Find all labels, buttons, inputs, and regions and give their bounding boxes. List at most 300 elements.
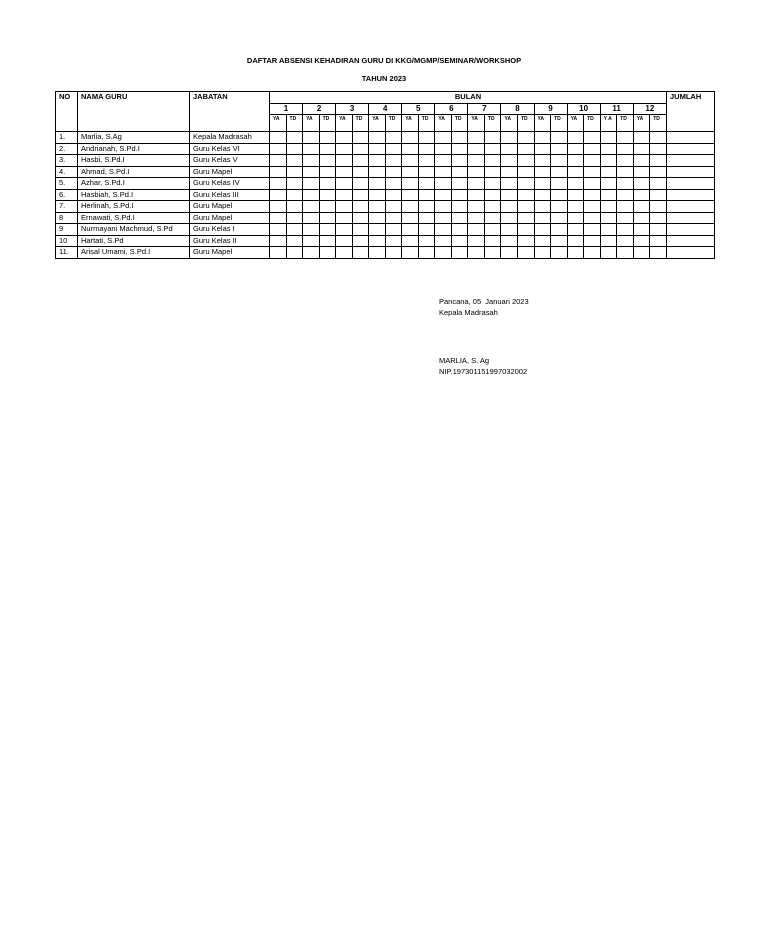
attendance-cell (534, 247, 551, 259)
attendance-cell (468, 132, 485, 144)
attendance-cell (369, 132, 386, 144)
attendance-cell (369, 212, 386, 224)
attendance-cell (352, 155, 369, 167)
attendance-cell (435, 247, 452, 259)
attendance-cell (336, 212, 353, 224)
attendance-cell (468, 224, 485, 236)
attendance-cell (484, 132, 501, 144)
cell-no: 11. (56, 247, 78, 259)
attendance-cell (286, 155, 303, 167)
cell-position: Guru Kelas II (190, 235, 270, 247)
attendance-cell (369, 178, 386, 190)
attendance-cell (286, 201, 303, 213)
attendance-cell (633, 155, 650, 167)
cell-no: 6. (56, 189, 78, 201)
cell-name: Azhar, S.Pd.I (78, 178, 190, 190)
cell-total (667, 143, 715, 155)
attendance-cell (451, 224, 468, 236)
cell-position: Guru Mapel (190, 166, 270, 178)
attendance-cell (468, 212, 485, 224)
attendance-cell (567, 201, 584, 213)
attendance-cell (435, 235, 452, 247)
table-row (56, 166, 715, 178)
subheader-ya: YA (402, 115, 419, 132)
attendance-cell (551, 224, 568, 236)
attendance-cell (270, 224, 287, 236)
cell-position: Guru Kelas VI (190, 143, 270, 155)
attendance-cell (551, 143, 568, 155)
attendance-cell (567, 247, 584, 259)
attendance-cell (551, 166, 568, 178)
month-header: 11 (600, 103, 633, 115)
attendance-cell (617, 132, 634, 144)
attendance-cell (319, 247, 336, 259)
attendance-cell (336, 166, 353, 178)
header-no: NO (56, 92, 78, 132)
attendance-cell (303, 132, 320, 144)
attendance-cell (286, 247, 303, 259)
subheader-ya: YA (633, 115, 650, 132)
attendance-cell (567, 178, 584, 190)
cell-total (667, 212, 715, 224)
attendance-cell (517, 155, 534, 167)
cell-name: Ahmad, S.Pd.I (78, 166, 190, 178)
attendance-cell (385, 178, 402, 190)
subheader-td: TD (319, 115, 336, 132)
cell-total (667, 224, 715, 236)
attendance-cell (451, 212, 468, 224)
attendance-cell (418, 235, 435, 247)
attendance-cell (600, 201, 617, 213)
attendance-cell (468, 201, 485, 213)
attendance-cell (319, 235, 336, 247)
attendance-cell (650, 247, 667, 259)
attendance-cell (617, 247, 634, 259)
header-position: JABATAN (190, 92, 270, 132)
cell-total (667, 201, 715, 213)
attendance-cell (385, 247, 402, 259)
attendance-cell (484, 155, 501, 167)
attendance-cell (484, 247, 501, 259)
cell-no: 7. (56, 201, 78, 213)
attendance-cell (584, 201, 601, 213)
attendance-cell (336, 189, 353, 201)
attendance-cell (418, 143, 435, 155)
table-row (56, 201, 715, 213)
attendance-cell (435, 166, 452, 178)
attendance-cell (385, 235, 402, 247)
cell-position: Guru Kelas V (190, 155, 270, 167)
attendance-cell (517, 166, 534, 178)
attendance-cell (617, 143, 634, 155)
attendance-cell (435, 212, 452, 224)
attendance-cell (617, 166, 634, 178)
attendance-cell (352, 189, 369, 201)
attendance-cell (319, 132, 336, 144)
attendance-cell (468, 235, 485, 247)
attendance-cell (484, 224, 501, 236)
attendance-cell (534, 178, 551, 190)
attendance-cell (319, 224, 336, 236)
attendance-cell (484, 189, 501, 201)
attendance-cell (270, 201, 287, 213)
attendance-cell (517, 247, 534, 259)
attendance-cell (617, 224, 634, 236)
attendance-cell (385, 201, 402, 213)
attendance-cell (418, 189, 435, 201)
attendance-cell (402, 201, 419, 213)
attendance-cell (534, 189, 551, 201)
attendance-cell (435, 143, 452, 155)
subheader-ya: YA (468, 115, 485, 132)
attendance-cell (352, 132, 369, 144)
attendance-cell (633, 235, 650, 247)
attendance-cell (584, 247, 601, 259)
attendance-cell (336, 155, 353, 167)
attendance-cell (567, 189, 584, 201)
cell-name: Ernawati, S.Pd.I (78, 212, 190, 224)
attendance-cell (451, 189, 468, 201)
attendance-cell (468, 143, 485, 155)
document-title: DAFTAR ABSENSI KEHADIRAN GURU DI KKG/MGMP/SEMINAR/WORKSHOP (246, 56, 522, 65)
attendance-cell (303, 189, 320, 201)
cell-position: Guru Kelas I (190, 224, 270, 236)
cell-total (667, 189, 715, 201)
subheader-td: TD (385, 115, 402, 132)
table-row (56, 247, 715, 259)
attendance-cell (517, 143, 534, 155)
attendance-cell (303, 212, 320, 224)
attendance-cell (319, 178, 336, 190)
attendance-cell (303, 155, 320, 167)
attendance-cell (385, 224, 402, 236)
subheader-ya: YA (369, 115, 386, 132)
attendance-cell (567, 212, 584, 224)
attendance-cell (501, 212, 518, 224)
header-row-1 (56, 92, 715, 104)
cell-name: Arisal Umami, S.Pd.I (78, 247, 190, 259)
cell-total (667, 166, 715, 178)
cell-position: Guru Mapel (190, 201, 270, 213)
attendance-cell (270, 189, 287, 201)
attendance-cell (451, 178, 468, 190)
attendance-cell (270, 178, 287, 190)
attendance-cell (270, 143, 287, 155)
attendance-cell (534, 132, 551, 144)
subheader-ya: YA (336, 115, 353, 132)
attendance-cell (303, 224, 320, 236)
attendance-cell (319, 143, 336, 155)
attendance-cell (551, 212, 568, 224)
attendance-cell (303, 143, 320, 155)
attendance-cell (286, 212, 303, 224)
attendance-cell (451, 143, 468, 155)
table-row (56, 189, 715, 201)
cell-no: 1. (56, 132, 78, 144)
attendance-cell (617, 212, 634, 224)
attendance-cell (303, 201, 320, 213)
attendance-cell (286, 166, 303, 178)
attendance-cell (551, 178, 568, 190)
attendance-cell (270, 166, 287, 178)
attendance-cell (517, 178, 534, 190)
attendance-cell (584, 132, 601, 144)
cell-total (667, 247, 715, 259)
attendance-cell (336, 235, 353, 247)
attendance-cell (567, 224, 584, 236)
cell-no: 2. (56, 143, 78, 155)
subheader-ya: YA (270, 115, 287, 132)
attendance-cell (369, 224, 386, 236)
attendance-cell (435, 201, 452, 213)
cell-total (667, 178, 715, 190)
attendance-cell (418, 132, 435, 144)
attendance-cell (501, 178, 518, 190)
attendance-cell (451, 247, 468, 259)
cell-total (667, 155, 715, 167)
attendance-cell (451, 166, 468, 178)
attendance-cell (336, 132, 353, 144)
subheader-ya: YA (435, 115, 452, 132)
attendance-cell (319, 166, 336, 178)
attendance-cell (319, 212, 336, 224)
attendance-cell (617, 178, 634, 190)
attendance-cell (402, 155, 419, 167)
attendance-cell (551, 155, 568, 167)
attendance-cell (369, 235, 386, 247)
attendance-cell (600, 143, 617, 155)
attendance-cell (484, 201, 501, 213)
attendance-cell (633, 189, 650, 201)
attendance-cell (633, 201, 650, 213)
month-header: 4 (369, 103, 402, 115)
attendance-cell (600, 224, 617, 236)
attendance-cell (633, 166, 650, 178)
attendance-cell (286, 189, 303, 201)
cell-name: Hasbi, S.Pd.I (78, 155, 190, 167)
month-header: 2 (303, 103, 336, 115)
attendance-cell (418, 166, 435, 178)
cell-position: Guru Kelas IV (190, 178, 270, 190)
attendance-cell (501, 166, 518, 178)
attendance-cell (369, 166, 386, 178)
attendance-cell (633, 224, 650, 236)
attendance-cell (501, 235, 518, 247)
subheader-td: TD (484, 115, 501, 132)
attendance-cell (319, 189, 336, 201)
subheader-td: TD (650, 115, 667, 132)
attendance-cell (402, 212, 419, 224)
attendance-cell (600, 178, 617, 190)
attendance-cell (650, 178, 667, 190)
attendance-cell (385, 155, 402, 167)
month-header: 8 (501, 103, 534, 115)
attendance-cell (617, 235, 634, 247)
attendance-cell (336, 224, 353, 236)
attendance-cell (551, 235, 568, 247)
attendance-cell (600, 155, 617, 167)
attendance-cell (352, 224, 369, 236)
month-header: 9 (534, 103, 567, 115)
attendance-cell (650, 235, 667, 247)
attendance-cell (336, 143, 353, 155)
attendance-cell (303, 235, 320, 247)
attendance-cell (484, 143, 501, 155)
attendance-cell (534, 212, 551, 224)
attendance-cell (468, 247, 485, 259)
attendance-cell (352, 212, 369, 224)
attendance-cell (617, 189, 634, 201)
signature-name: MARLIA, S. Ag (439, 356, 490, 365)
attendance-cell (286, 235, 303, 247)
attendance-cell (402, 224, 419, 236)
subheader-td: TD (286, 115, 303, 132)
table-row (56, 132, 715, 144)
subheader-ya: YA (303, 115, 320, 132)
attendance-cell (633, 132, 650, 144)
signature-role: Kepala Madrasah (439, 308, 498, 317)
attendance-cell (517, 212, 534, 224)
attendance-cell (352, 235, 369, 247)
attendance-cell (435, 155, 452, 167)
attendance-cell (600, 166, 617, 178)
attendance-cell (484, 166, 501, 178)
cell-no: 10 (56, 235, 78, 247)
attendance-cell (352, 178, 369, 190)
subheader-td: TD (551, 115, 568, 132)
subheader-td: TD (617, 115, 634, 132)
attendance-cell (435, 224, 452, 236)
cell-position: Guru Mapel (190, 212, 270, 224)
attendance-cell (451, 155, 468, 167)
cell-no: 8 (56, 212, 78, 224)
attendance-cell (501, 132, 518, 144)
table-row (56, 224, 715, 236)
attendance-cell (517, 189, 534, 201)
attendance-cell (567, 143, 584, 155)
attendance-cell (584, 235, 601, 247)
attendance-cell (402, 143, 419, 155)
attendance-cell (402, 178, 419, 190)
attendance-cell (286, 178, 303, 190)
attendance-cell (369, 201, 386, 213)
attendance-cell (369, 189, 386, 201)
attendance-cell (617, 155, 634, 167)
attendance-cell (369, 247, 386, 259)
attendance-table (55, 91, 715, 259)
attendance-cell (650, 132, 667, 144)
attendance-cell (435, 189, 452, 201)
attendance-cell (600, 235, 617, 247)
cell-name: Hasbiah, S.Pd.I (78, 189, 190, 201)
attendance-cell (352, 143, 369, 155)
subheader-ya: YA (501, 115, 518, 132)
attendance-cell (402, 189, 419, 201)
signature-block-top (439, 296, 529, 318)
subheader-ya: YA (534, 115, 551, 132)
attendance-cell (270, 155, 287, 167)
attendance-cell (402, 132, 419, 144)
attendance-cell (468, 178, 485, 190)
attendance-cell (600, 212, 617, 224)
attendance-cell (501, 189, 518, 201)
attendance-cell (336, 201, 353, 213)
attendance-cell (385, 212, 402, 224)
header-name: NAMA GURU (78, 92, 190, 132)
attendance-cell (551, 201, 568, 213)
subheader-td: TD (418, 115, 435, 132)
table-row (56, 143, 715, 155)
attendance-cell (584, 224, 601, 236)
attendance-cell (418, 212, 435, 224)
attendance-cell (633, 178, 650, 190)
attendance-cell (385, 166, 402, 178)
document-year: TAHUN 2023 (361, 74, 407, 83)
attendance-cell (468, 189, 485, 201)
cell-no: 5. (56, 178, 78, 190)
cell-name: Andrianah, S.Pd.I (78, 143, 190, 155)
header-bulan: BULAN (270, 92, 667, 104)
attendance-cell (336, 247, 353, 259)
table-row (56, 212, 715, 224)
attendance-cell (352, 201, 369, 213)
month-header: 1 (270, 103, 303, 115)
attendance-cell (501, 247, 518, 259)
month-header: 7 (468, 103, 501, 115)
subheader-td: TD (352, 115, 369, 132)
attendance-cell (319, 155, 336, 167)
attendance-cell (501, 143, 518, 155)
attendance-cell (435, 178, 452, 190)
attendance-cell (451, 132, 468, 144)
attendance-cell (385, 189, 402, 201)
cell-name: Nurmayani Machmud, S.Pd (78, 224, 190, 236)
table-row (56, 155, 715, 167)
attendance-cell (650, 212, 667, 224)
attendance-cell (650, 201, 667, 213)
attendance-cell (551, 189, 568, 201)
attendance-cell (270, 132, 287, 144)
attendance-cell (270, 212, 287, 224)
attendance-cell (451, 235, 468, 247)
cell-position: Kepala Madrasah (190, 132, 270, 144)
attendance-cell (584, 189, 601, 201)
cell-total (667, 235, 715, 247)
cell-total (667, 132, 715, 144)
subheader-ya: Y A (600, 115, 617, 132)
month-header: 3 (336, 103, 369, 115)
attendance-cell (534, 201, 551, 213)
attendance-cell (435, 132, 452, 144)
header-total: JUMLAH (667, 92, 715, 132)
attendance-cell (385, 132, 402, 144)
attendance-cell (584, 155, 601, 167)
attendance-cell (369, 143, 386, 155)
month-header: 5 (402, 103, 435, 115)
signature-place-date: Pancana, 05 Januari 2023 (439, 297, 529, 306)
attendance-cell (352, 166, 369, 178)
signature-nip: NIP.197301151997032002 (439, 367, 528, 376)
attendance-cell (650, 189, 667, 201)
cell-position: Guru Mapel (190, 247, 270, 259)
attendance-cell (633, 247, 650, 259)
attendance-cell (418, 247, 435, 259)
attendance-cell (303, 166, 320, 178)
attendance-cell (534, 224, 551, 236)
attendance-cell (534, 235, 551, 247)
attendance-cell (534, 143, 551, 155)
attendance-cell (319, 201, 336, 213)
